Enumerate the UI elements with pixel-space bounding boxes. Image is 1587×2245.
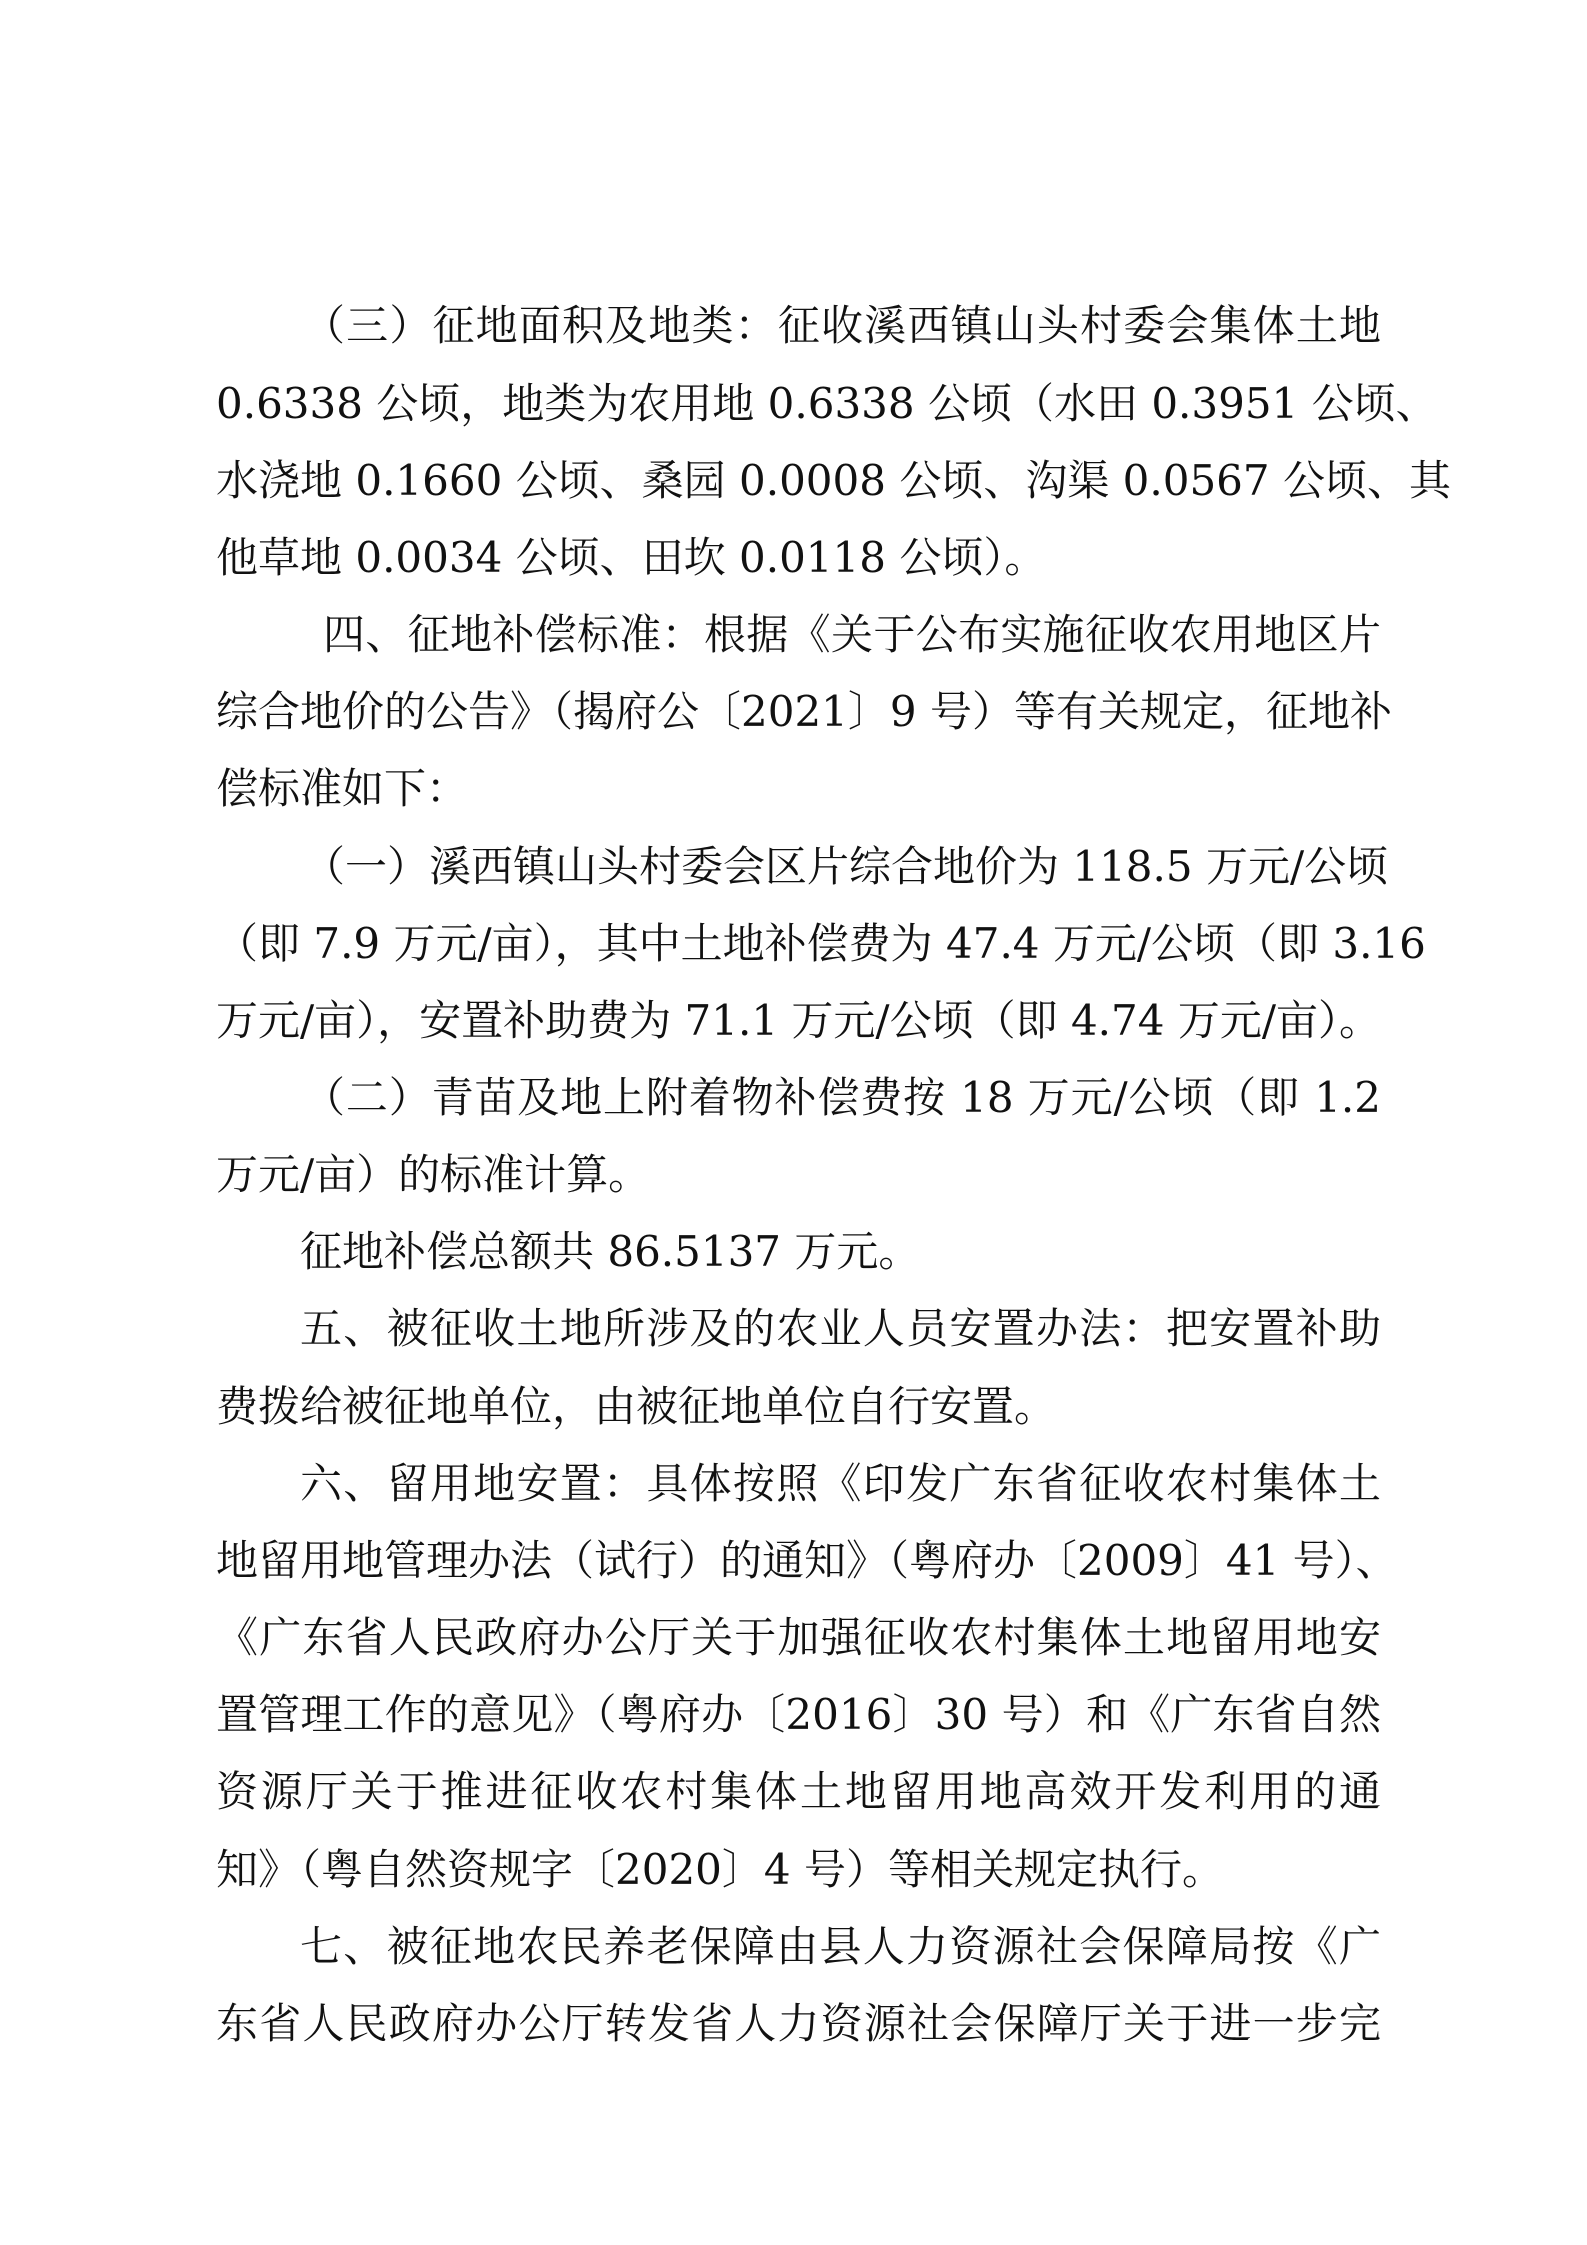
text-line: 五、被征收土地所涉及的农业人员安置办法：把安置补助 [300, 1304, 1381, 1353]
text-line: 《广东省人民政府办公厅关于加强征收农村集体土地留用地安 [216, 1613, 1381, 1662]
text-line: 水浇地 0.1660 公顷、桑园 0.0008 公顷、沟渠 0.0567 公顷、其 [216, 456, 1451, 505]
text-line: 偿标准如下： [216, 764, 469, 813]
text-line: 地留用地管理办法（试行）的通知》（粤府办〔2009〕41 号）、 [216, 1536, 1398, 1585]
text-line: 资源厅关于推进征收农村集体土地留用地高效开发利用的通 [216, 1767, 1381, 1816]
text-line: 四、征地补偿标准：根据《关于公布实施征收农用地区片 [323, 610, 1381, 659]
text-line: （三）征地面积及地类：征收溪西镇山头村委会集体土地 [303, 301, 1381, 350]
text-line: 0.6338 公顷，地类为农用地 0.6338 公顷（水田 0.3951 公顷、 [216, 379, 1438, 428]
text-line: 六、留用地安置：具体按照《印发广东省征收农村集体土 [300, 1459, 1381, 1508]
text-line: 置管理工作的意见》（粤府办〔2016〕30 号）和《广东省自然 [216, 1690, 1381, 1739]
text-line: 万元/亩），安置补助费为 71.1 万元/公顷（即 4.74 万元/亩）。 [216, 996, 1381, 1045]
text-line: （二）青苗及地上附着物补偿费按 18 万元/公顷（即 1.2 [303, 1073, 1381, 1122]
text-line: （一）溪西镇山头村委会区片综合地价为 118.5 万元/公顷 [303, 842, 1389, 891]
text-line: 万元/亩）的标准计算。 [216, 1150, 651, 1199]
text-line: 七、被征地农民养老保障由县人力资源社会保障局按《广 [300, 1922, 1381, 1971]
text-line: 费拨给被征地单位，由被征地单位自行安置。 [216, 1382, 1057, 1431]
text-line: 东省人民政府办公厅转发省人力资源社会保障厅关于进一步完 [216, 1999, 1381, 2048]
text-line: 知》（粤自然资规字〔2020〕4 号）等相关规定执行。 [216, 1845, 1224, 1894]
text-line: 他草地 0.0034 公顷、田坎 0.0118 公顷）。 [216, 533, 1047, 582]
text-line: 综合地价的公告》（揭府公〔2021〕9 号）等有关规定，征地补 [216, 687, 1392, 736]
text-line: 征地补偿总额共 86.5137 万元。 [300, 1227, 921, 1276]
text-line: （即 7.9 万元/亩），其中土地补偿费为 47.4 万元/公顷（即 3.16 [216, 919, 1426, 968]
